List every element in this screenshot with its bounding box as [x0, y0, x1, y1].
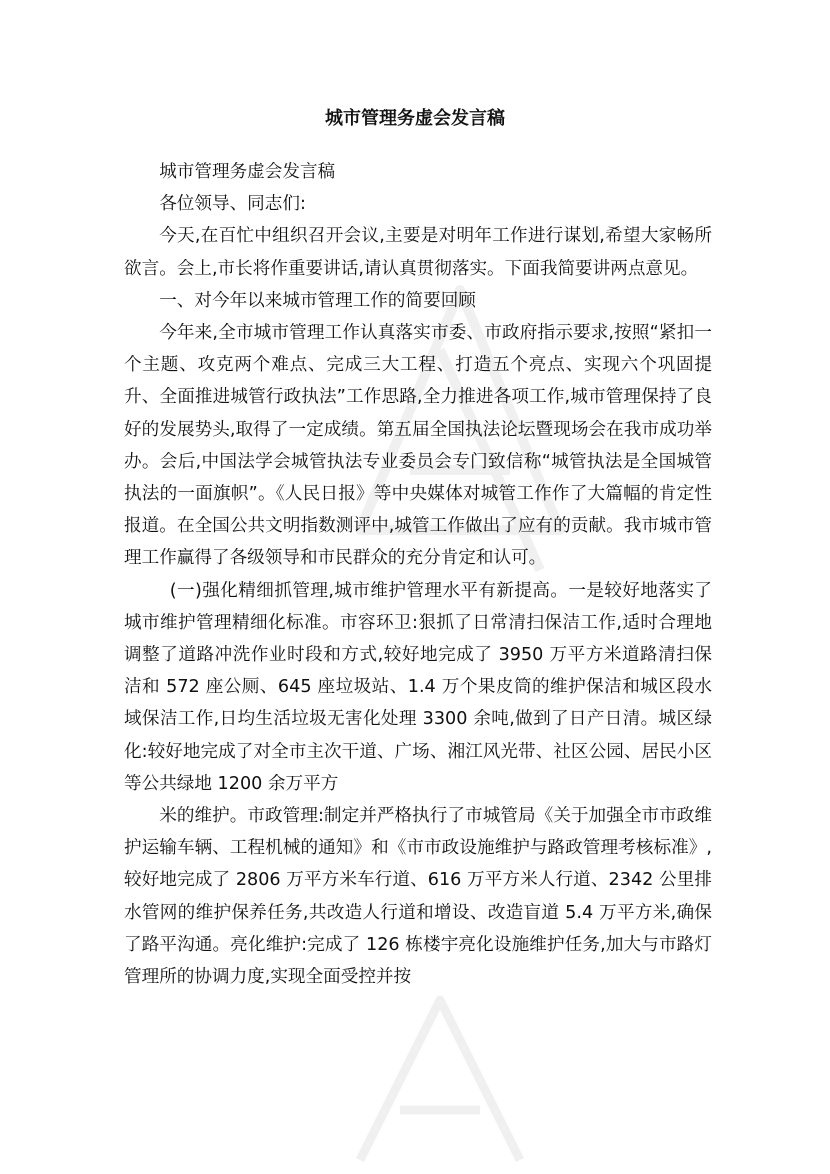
document-body	[124, 156, 712, 993]
paragraph-opening: 今天,在百忙中组织召开会议,主要是对明年工作进行谋划,希望大家畅所欲言。会上,市长将作重要讲话,请认真贯彻落实。下面我简要讲两点意见。	[124, 226, 712, 279]
paragraph-review: 今年来,全市城市管理工作认真落实市委、市政府指示要求,按照“紧扣一个主题、攻克两个难点、完成三大工程、打造五个亮点、实现六个巩固提升、全面推进城管行政执法”工作思路,全力推进各项工作,城市管理保持了良好的发展势头,取得了一定成绩。第五届全国执法论坛暨现场会在我市成功举办。会后,中国法学会城管执法专业委员会专门致信称“城管执法是全国城管执法的一面旗帜”。《人民日报》等中央媒体对城管工作作了大篇幅的肯定性报道。在全国公共文明指数测评中,城管工作做出了应有的贡献。我市城市管理工作赢得了各级领导和市民群众的充分肯定和认可。	[124, 323, 712, 569]
paragraph-subsection-1: (一)强化精细抓管理,城市维护管理水平有新提高。一是较好地落实了城市维护管理精细化标准。市容环卫:狠抓了日常清扫保洁工作,适时合理地调整了道路冲洗作业时段和方式,较好地完成了 3950 万平方米道路清扫保洁和 572 座公厕、645 座垃圾站、1.4 万个果皮筒的维护保洁和城区段水域保洁工作,日均生活垃圾无害化处理 3300 余吨,做到了日产日清。城区绿化:较好地完成了对全市主次干道、广场、湘江风光带、社区公园、居民小区等公共绿地 1200 余万平方	[124, 580, 712, 794]
section-heading: 一、对今年以来城市管理工作的简要回顾	[159, 290, 476, 311]
paragraph-continued: 米的维护。市政管理:制定并严格执行了市城管局《关于加强全市市政维护运输车辆、工程机械的通知》和《市市政设施维护与路政管理考核标准》,较好地完成了 2806 万平方米车行道、616 万平方米人行道、2342 公里排水管网的维护保养任务,共改造人行道和增设、改造盲道 5.4 万平方米,确保了路平沟通。亮化维护:完成了 126 栋楼宇亮化设施维护任务,加大与市路灯管理所的协调力度,实现全面受控并按	[124, 806, 712, 988]
document-title: 城市管理务虚会发言稿	[325, 108, 505, 129]
paragraph-subtitle: 城市管理务虚会发言稿	[159, 162, 336, 182]
paragraph-salutation: 各位领导、同志们:	[159, 194, 306, 215]
